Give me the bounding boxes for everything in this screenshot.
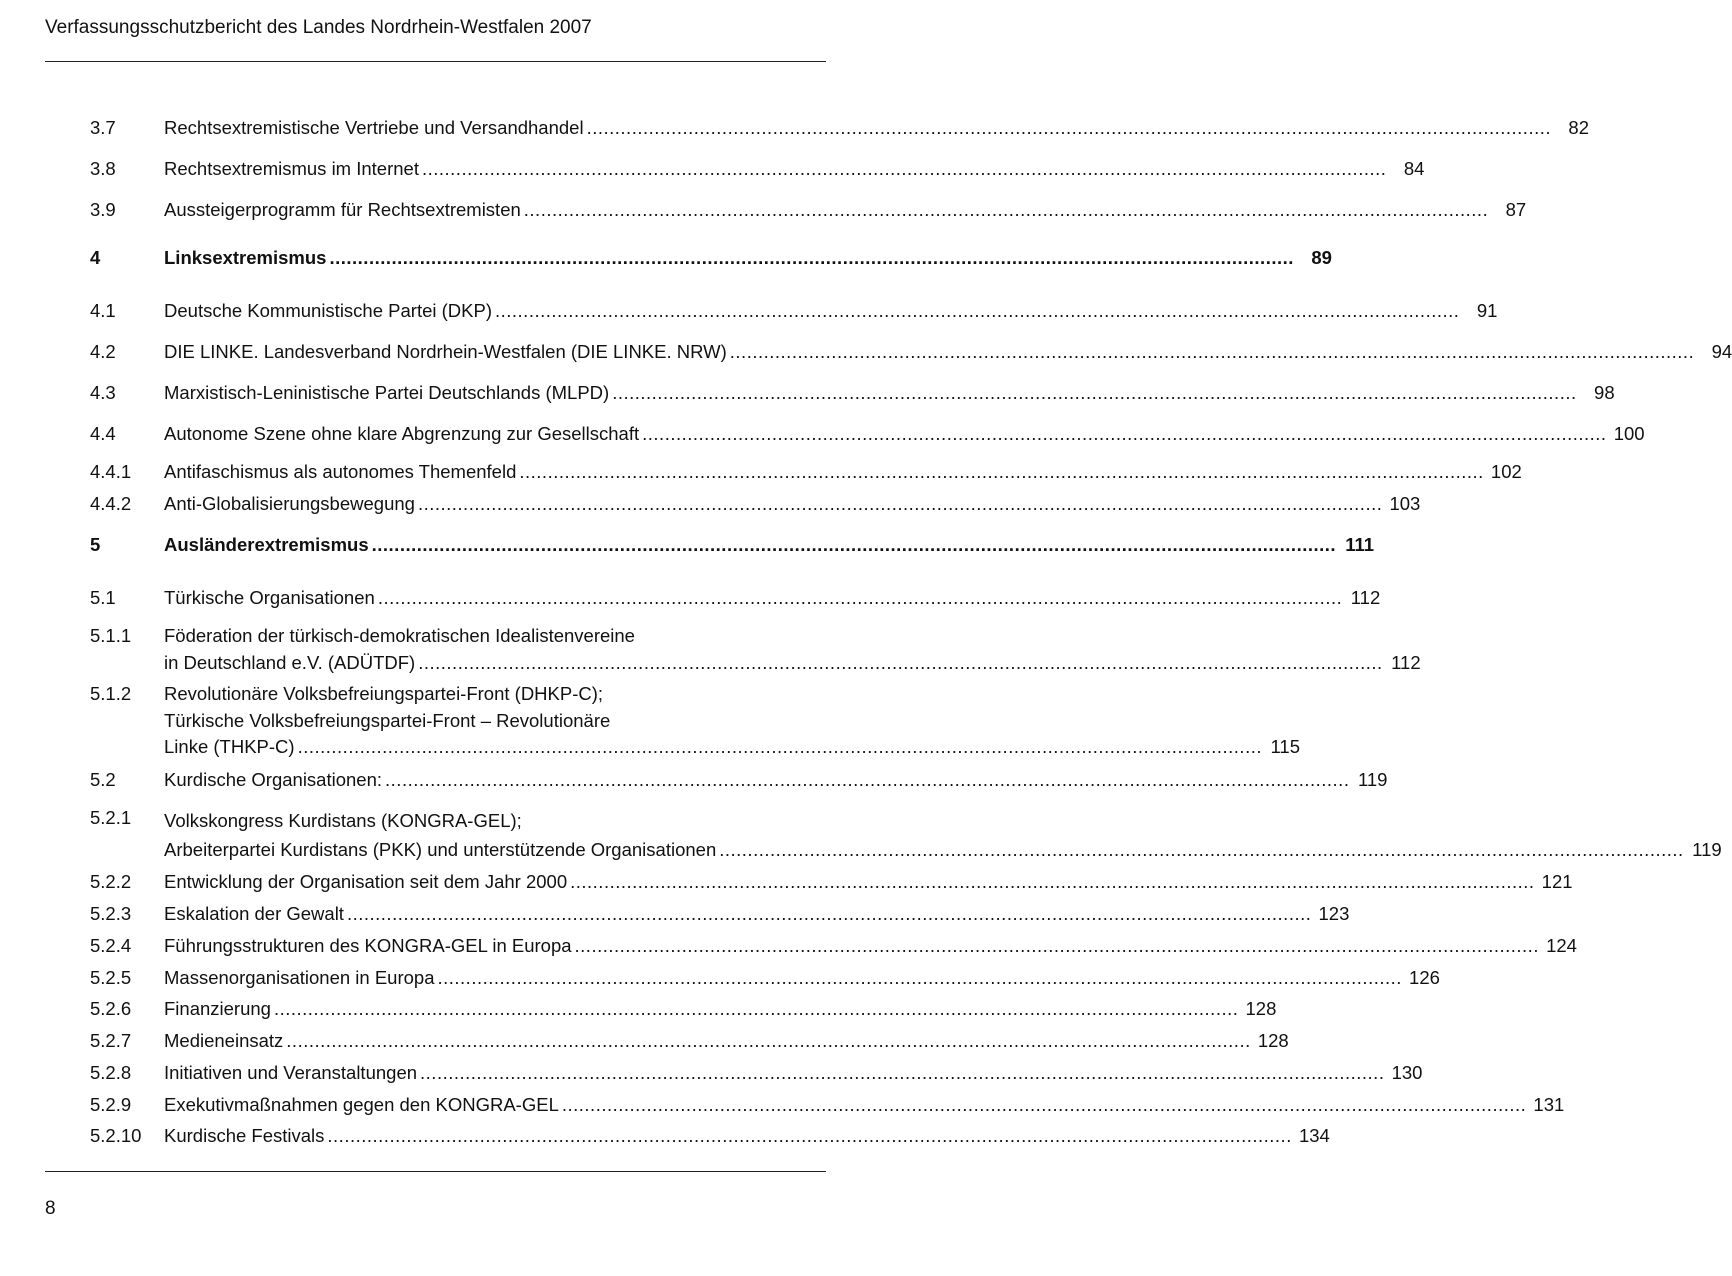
toc-title: Arbeiterpartei Kurdistans (PKK) und unterstützende Organisationen [164, 839, 717, 860]
toc-entry[interactable] [90, 459, 1522, 486]
toc-entry[interactable] [90, 1060, 1423, 1087]
toc-title: Initiativen und Veranstaltungen [164, 1062, 418, 1083]
toc-entry[interactable] [90, 298, 1498, 325]
toc-section-number: 3.8 [90, 158, 116, 179]
toc-dot-leader: ........................................................................................................................................................................... [519, 461, 1484, 482]
toc-dot-leader: ........................................................................................................................................................................... [297, 736, 1262, 757]
toc-title-line: Volkskongress Kurdistans (KONGRA-GEL); [164, 810, 522, 831]
toc-dot-leader: ........................................................................................................................................................................... [420, 1062, 1385, 1083]
toc-title: Kurdische Festivals [164, 1125, 325, 1146]
toc-section-number: 4.1 [90, 300, 116, 321]
toc-section-number: 5.2.4 [90, 935, 132, 956]
toc-section-number: 5.2.10 [90, 1125, 142, 1146]
toc-title: Ausländerextremismus [164, 534, 369, 555]
toc-title: Medieneinsatz [164, 1030, 284, 1051]
toc-section-number: 5.1 [90, 587, 116, 608]
toc-entry[interactable] [90, 421, 1645, 448]
toc-dot-leader: ........................................................................................................................................................................... [417, 493, 1383, 514]
toc-page-number: 126 [1409, 967, 1440, 988]
toc-dot-leader: ........................................................................................................................................................................... [494, 300, 1460, 321]
toc-entry[interactable] [90, 681, 1300, 761]
toc-dot-leader: ........................................................................................................................................................................... [719, 839, 1684, 860]
toc-title-line: Türkische Volksbefreiungspartei-Front – Revolutionäre [164, 709, 611, 731]
toc-page-number: 130 [1391, 1062, 1423, 1083]
toc-section-number: 3.7 [90, 117, 116, 138]
toc-title: Anti-Globalisierungsbewegung [164, 493, 415, 514]
toc-page-number: 131 [1533, 1094, 1565, 1115]
toc-page-number: 91 [1476, 300, 1498, 321]
toc-section-number: 5.1.2 [90, 683, 132, 704]
toc-entry[interactable] [90, 869, 1573, 896]
toc-page-number: 98 [1594, 382, 1615, 403]
toc-dot-leader: ........................................................................................................................................................................... [371, 534, 1337, 555]
toc-entry[interactable] [90, 339, 1732, 366]
toc-section-number: 5.2.8 [90, 1062, 132, 1083]
toc-page-number: 94 [1711, 341, 1732, 362]
toc-dot-leader: ........................................................................................................................................................................... [418, 651, 1383, 673]
toc-page-number: 89 [1311, 247, 1332, 268]
toc-dot-leader: ........................................................................................................................................................................... [377, 587, 1343, 608]
toc-section-number: 5 [90, 534, 101, 555]
toc-title: Türkische Organisationen [164, 587, 375, 608]
toc-title-line: Föderation der türkisch-demokratischen Idealistenvereine [164, 625, 635, 646]
toc-title: in Deutschland e.V. (ADÜTDF) [164, 651, 416, 673]
toc-section-number: 5.2.5 [90, 967, 132, 988]
header-divider [45, 61, 826, 62]
toc-title: DIE LINKE. Landesverband Nordrhein-Westfalen (DIE LINKE. NRW) [164, 341, 727, 362]
toc-dot-leader: ........................................................................................................................................................................... [329, 247, 1294, 268]
toc-section-number: 5.2.2 [90, 871, 132, 892]
toc-section-number: 4.3 [90, 382, 116, 403]
toc-entry[interactable] [90, 115, 1589, 142]
toc-entry[interactable] [90, 380, 1615, 407]
footer-divider [45, 1171, 826, 1172]
toc-entry[interactable] [90, 933, 1577, 960]
toc-page-number: 111 [1345, 534, 1375, 555]
page-number: 8 [45, 1198, 56, 1219]
toc-page-number: 82 [1568, 117, 1589, 138]
toc-page-number: 119 [1692, 839, 1722, 860]
toc-entry[interactable] [90, 245, 1332, 272]
toc-section-number: 5.2.6 [90, 998, 132, 1019]
toc-title: Entwicklung der Organisation seit dem Jahr 2000 [164, 871, 568, 892]
toc-title: Finanzierung [164, 998, 271, 1019]
toc-entry[interactable] [90, 805, 1722, 864]
toc-title: Antifaschismus als autonomes Themenfeld [164, 461, 517, 482]
toc-page-number: 102 [1490, 461, 1522, 482]
toc-page-number: 134 [1298, 1125, 1330, 1146]
toc-dot-leader: ........................................................................................................................................................................... [286, 1030, 1251, 1051]
toc-page-number: 121 [1541, 871, 1573, 892]
toc-dot-leader: ........................................................................................................................................................................... [570, 871, 1535, 892]
toc-section-number: 4.2 [90, 341, 116, 362]
toc-title: Rechtsextremistische Vertriebe und Versandhandel [164, 117, 584, 138]
toc-dot-leader: ........................................................................................................................................................................... [729, 341, 1695, 362]
toc-title: Deutsche Kommunistische Partei (DKP) [164, 300, 492, 321]
toc-title: Aussteigerprogramm für Rechtsextremisten [164, 199, 521, 220]
toc-title: Autonome Szene ohne klare Abgrenzung zur Gesellschaft [164, 423, 640, 444]
toc-entry[interactable] [90, 767, 1388, 794]
toc-page-number: 112 [1350, 587, 1381, 608]
toc-section-number: 5.2.7 [90, 1030, 132, 1051]
toc-title: Führungsstrukturen des KONGRA-GEL in Europa [164, 935, 572, 956]
toc-section-number: 3.9 [90, 199, 116, 220]
toc-entry[interactable] [90, 1092, 1565, 1119]
toc-title-line: Revolutionäre Volksbefreiungspartei-Front (DHKP-C); [164, 683, 604, 704]
toc-page-number: 115 [1270, 736, 1300, 757]
toc-dot-leader: ........................................................................................................................................................................... [346, 903, 1312, 924]
toc-section-number: 5.2.9 [90, 1094, 132, 1115]
toc-section-number: 5.1.1 [90, 625, 132, 646]
toc-entry[interactable] [90, 901, 1350, 928]
toc-section-number: 4.4 [90, 423, 116, 444]
toc-page-number: 128 [1257, 1030, 1289, 1051]
toc-dot-leader: ........................................................................................................................................................................... [586, 117, 1551, 138]
toc-title: Linksextremismus [164, 247, 327, 268]
toc-page-number: 103 [1389, 493, 1421, 514]
toc-entry[interactable] [90, 585, 1381, 612]
toc-dot-leader: ........................................................................................................................................................................... [612, 382, 1577, 403]
toc-title: Marxistisch-Leninistische Partei Deutschlands (MLPD) [164, 382, 610, 403]
toc-page-number: 100 [1613, 423, 1645, 444]
toc-dot-leader: ........................................................................................................................................................................... [327, 1125, 1292, 1146]
toc-page-number: 124 [1546, 935, 1577, 956]
toc-dot-leader: ........................................................................................................................................................................... [437, 967, 1402, 988]
toc-dot-leader: ........................................................................................................................................................................... [523, 199, 1489, 220]
toc-section-number: 5.2.3 [90, 903, 132, 924]
toc-dot-leader: ........................................................................................................................................................................... [385, 769, 1350, 790]
toc-entry[interactable] [90, 1123, 1330, 1150]
toc-entry[interactable] [90, 623, 1421, 676]
toc-section-number: 4 [90, 247, 101, 268]
toc-page-number: 112 [1391, 651, 1421, 673]
toc-section-number: 4.4.2 [90, 493, 132, 514]
toc-entry[interactable] [90, 996, 1277, 1023]
toc-page-number: 123 [1318, 903, 1350, 924]
toc-page-number: 119 [1357, 769, 1388, 790]
toc-entry[interactable] [90, 156, 1425, 183]
toc-title: Rechtsextremismus im Internet [164, 158, 419, 179]
toc-dot-leader: ........................................................................................................................................................................... [642, 423, 1607, 444]
toc-section-number: 4.4.1 [90, 461, 132, 482]
toc-title: Eskalation der Gewalt [164, 903, 344, 924]
toc-page-number: 87 [1505, 199, 1527, 220]
toc-entry[interactable] [90, 532, 1375, 559]
toc-title: Massenorganisationen in Europa [164, 967, 435, 988]
document-header-title: Verfassungsschutzbericht des Landes Nordrhein-Westfalen 2007 [45, 17, 592, 38]
toc-section-number: 5.2.1 [90, 807, 132, 828]
toc-entry[interactable] [90, 965, 1440, 992]
toc-entry[interactable] [90, 197, 1527, 224]
toc-page-number: 128 [1245, 998, 1277, 1019]
toc-dot-leader: ........................................................................................................................................................................... [273, 998, 1239, 1019]
toc-section-number: 5.2 [90, 769, 116, 790]
toc-page-number: 84 [1403, 158, 1425, 179]
toc-title: Kurdische Organisationen: [164, 769, 383, 790]
toc-dot-leader: ........................................................................................................................................................................... [574, 935, 1539, 956]
toc-entry[interactable] [90, 1028, 1289, 1055]
toc-title: Linke (THKP-C) [164, 736, 295, 757]
toc-title: Exekutivmaßnahmen gegen den KONGRA-GEL [164, 1094, 559, 1115]
toc-dot-leader: ........................................................................................................................................................................... [561, 1094, 1527, 1115]
toc-dot-leader: ........................................................................................................................................................................... [421, 158, 1387, 179]
toc-entry[interactable] [90, 491, 1421, 518]
